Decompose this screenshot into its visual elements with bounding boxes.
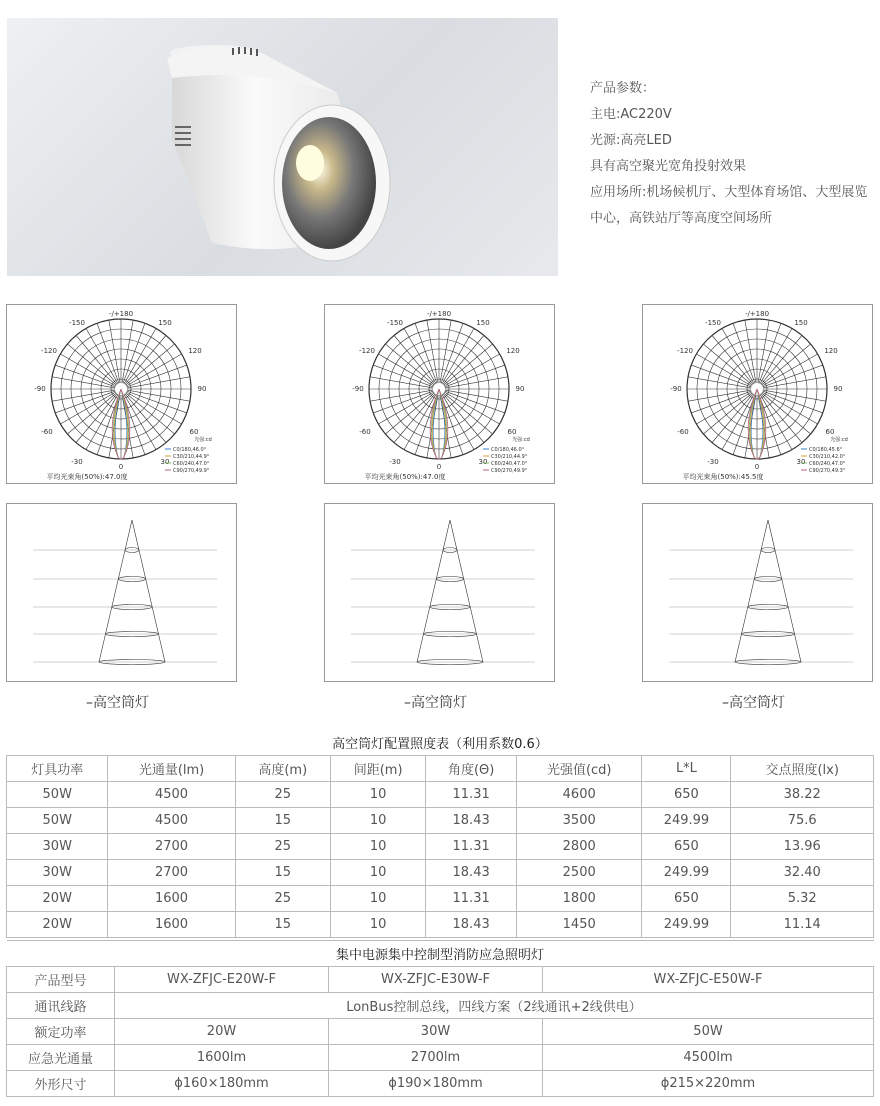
angle-label: -/+180: [744, 310, 770, 318]
table-cell: 18.43: [426, 808, 517, 834]
table-cell: 2700: [108, 834, 235, 860]
cell: 50W: [543, 1019, 874, 1045]
polar-diagram-1: [6, 304, 237, 484]
average-beam-angle: 平均光束角(50%):47.0度: [364, 473, 446, 481]
table-cell: 2500: [516, 860, 641, 886]
polar-grid-spoke: [762, 344, 811, 385]
table-cell: 650: [642, 782, 731, 808]
angle-label: 120: [824, 347, 838, 355]
polar-diagram-3: [642, 304, 873, 484]
legend-unit: 光强:cd: [194, 437, 212, 443]
specs-power: 主电:AC220V: [590, 107, 672, 122]
col-header: 交点照度(lx): [731, 756, 874, 782]
polar-grid-spoke: [394, 335, 435, 384]
average-beam-angle: 平均光束角(50%):45.5度: [682, 473, 764, 481]
polar-grid-spoke: [76, 394, 117, 443]
angle-label: -60: [41, 428, 53, 436]
cone-diagram-1: [6, 503, 237, 682]
angle-label: 30: [478, 458, 488, 466]
illuminance-table: [6, 730, 874, 938]
table-cell: 650: [642, 886, 731, 912]
polar-grid-spoke: [125, 394, 166, 443]
table-cell: 11.31: [426, 782, 517, 808]
polar-grid-spoke: [712, 394, 753, 443]
legend-entry: C60/240,47.0°: [809, 461, 846, 467]
table-row: [7, 834, 874, 860]
row-label: 通讯线路: [7, 993, 115, 1019]
row-label: 产品型号: [7, 967, 115, 993]
illuminance-table-title: 高空筒灯配置照度表（利用系数0.6）: [7, 730, 874, 756]
angle-label: 0: [754, 463, 760, 471]
table-row: [7, 912, 874, 938]
polar-grid-spoke: [443, 394, 484, 443]
col-header: 高度(m): [235, 756, 330, 782]
legend-entry: C90/270,49.3°: [809, 468, 846, 474]
table-cell: 30W: [7, 860, 108, 886]
angle-label: -120: [677, 347, 693, 355]
table-cell: 38.22: [731, 782, 874, 808]
caption-1: –高空筒灯: [86, 695, 149, 711]
table-cell: 1600: [108, 886, 235, 912]
table-cell: 10: [330, 912, 425, 938]
cell: 2700lm: [329, 1045, 543, 1071]
table-cell: 249.99: [642, 808, 731, 834]
legend-entry: C90/270,49.9°: [491, 468, 528, 474]
polar-grid-spoke: [385, 393, 434, 434]
angle-label: -120: [359, 347, 375, 355]
angle-label: 0: [436, 463, 442, 471]
angle-label: 120: [506, 347, 520, 355]
table-cell: 2700: [108, 860, 235, 886]
beam-cone-outline: [99, 520, 165, 662]
emergency-table-title: 集中电源集中控制型消防应急照明灯: [7, 941, 874, 967]
table-row: [7, 808, 874, 834]
table-cell: 1800: [516, 886, 641, 912]
downlight-image: [7, 18, 558, 276]
table-cell: 75.6: [731, 808, 874, 834]
angle-label: -30: [389, 458, 401, 466]
legend-entry: C30/210,42.0°: [809, 454, 846, 460]
cell: LonBus控制总线，四线方案（2线通讯+2线供电）: [115, 993, 874, 1019]
table-cell: 249.99: [642, 912, 731, 938]
polar-grid-spoke: [394, 394, 435, 443]
table-cell: 15: [235, 860, 330, 886]
angle-label: -150: [387, 319, 403, 327]
polar-grid-spoke: [76, 335, 117, 384]
caption-2: –高空筒灯: [404, 695, 467, 711]
table-cell: 4500: [108, 808, 235, 834]
legend-entry: C90/270,49.9°: [173, 468, 210, 474]
angle-label: -/+180: [426, 310, 452, 318]
cell: ϕ190×180mm: [329, 1071, 543, 1097]
col-header: L*L: [642, 756, 731, 782]
polar-grid-spoke: [761, 394, 802, 443]
illuminance-table-body: [7, 782, 874, 938]
specs-application: 应用场所:机场候机厅、大型体育场馆、大型展览中心，高铁站厅等高度空间场所: [590, 185, 868, 226]
emergency-light-table: [6, 940, 874, 1097]
product-photo: [7, 18, 558, 276]
polar-grid-spoke: [761, 335, 802, 384]
table-cell: 10: [330, 808, 425, 834]
table-cell: 10: [330, 834, 425, 860]
angle-label: -/+180: [108, 310, 134, 318]
table-cell: 50W: [7, 782, 108, 808]
table-cell: 1600: [108, 912, 235, 938]
beam-cone-outline: [735, 520, 801, 662]
table-row: [7, 886, 874, 912]
table-cell: 10: [330, 782, 425, 808]
cone-diagram-2: [324, 503, 555, 682]
table-cell: 32.40: [731, 860, 874, 886]
col-header: 角度(Θ): [426, 756, 517, 782]
angle-label: 90: [197, 385, 207, 393]
angle-label: -30: [707, 458, 719, 466]
polar-grid-spoke: [385, 344, 434, 385]
table-cell: 11.31: [426, 834, 517, 860]
table-cell: 4600: [516, 782, 641, 808]
table-row: [7, 993, 874, 1019]
angle-label: -90: [34, 385, 46, 393]
table-cell: 25: [235, 834, 330, 860]
polar-grid-spoke: [443, 335, 484, 384]
legend-entry: C60/240,47.0°: [173, 461, 210, 467]
angle-label: 120: [188, 347, 202, 355]
angle-label: -120: [41, 347, 57, 355]
angle-label: -90: [352, 385, 364, 393]
table-cell: 4500: [108, 782, 235, 808]
polar-grid-spoke: [712, 335, 753, 384]
table-cell: 650: [642, 834, 731, 860]
table-cell: 2800: [516, 834, 641, 860]
cell: WX-ZFJC-E30W-F: [329, 967, 543, 993]
table-cell: 25: [235, 886, 330, 912]
legend-unit: 光强:cd: [830, 437, 848, 443]
average-beam-angle: 平均光束角(50%):47.0度: [46, 473, 128, 481]
row-label: 额定功率: [7, 1019, 115, 1045]
illuminance-header-row: [7, 756, 874, 782]
legend-entry: C60/240,47.0°: [491, 461, 528, 467]
cell: ϕ215×220mm: [543, 1071, 874, 1097]
angle-label: 60: [507, 428, 517, 436]
specs-light-source: 光源:高亮LED: [590, 133, 672, 148]
legend-entry: C30/210,44.9°: [173, 454, 210, 460]
table-row: [7, 860, 874, 886]
angle-label: -150: [705, 319, 721, 327]
polar-grid-spoke: [126, 393, 175, 434]
table-cell: 18.43: [426, 912, 517, 938]
cell: WX-ZFJC-E20W-F: [115, 967, 329, 993]
table-cell: 15: [235, 808, 330, 834]
polar-grid-spoke: [67, 344, 116, 385]
angle-label: -150: [69, 319, 85, 327]
angle-label: 60: [825, 428, 835, 436]
polar-grid-spoke: [444, 344, 493, 385]
table-row: [7, 1071, 874, 1097]
polar-grid-spoke: [126, 344, 175, 385]
table-cell: 249.99: [642, 860, 731, 886]
angle-label: -90: [670, 385, 682, 393]
table-cell: 11.14: [731, 912, 874, 938]
polar-grid-spoke: [762, 393, 811, 434]
angle-label: 150: [794, 319, 808, 327]
table-cell: 18.43: [426, 860, 517, 886]
cell: WX-ZFJC-E50W-F: [543, 967, 874, 993]
table-cell: 1450: [516, 912, 641, 938]
col-header: 灯具功率: [7, 756, 108, 782]
legend-unit: 光强:cd: [512, 437, 530, 443]
specs-heading: 产品参数：: [590, 81, 656, 96]
product-specs: [590, 76, 875, 232]
angle-label: -60: [359, 428, 371, 436]
beam-cone-outline: [417, 520, 483, 662]
table-cell: 20W: [7, 912, 108, 938]
table-row: [7, 1019, 874, 1045]
table-cell: 5.32: [731, 886, 874, 912]
col-header: 光强值(cd): [516, 756, 641, 782]
angle-label: -60: [677, 428, 689, 436]
legend-entry: C0/180,46.0°: [173, 447, 207, 453]
col-header: 光通量(lm): [108, 756, 235, 782]
angle-label: -30: [71, 458, 83, 466]
table-cell: 3500: [516, 808, 641, 834]
table-cell: 50W: [7, 808, 108, 834]
table-cell: 20W: [7, 886, 108, 912]
table-row: [7, 782, 874, 808]
cell: 20W: [115, 1019, 329, 1045]
table-cell: 15: [235, 912, 330, 938]
angle-label: 30: [796, 458, 806, 466]
specs-feature: 具有高空聚光宽角投射效果: [590, 159, 747, 174]
cell: ϕ160×180mm: [115, 1071, 329, 1097]
angle-label: 30: [160, 458, 170, 466]
cell: 1600lm: [115, 1045, 329, 1071]
angle-label: 150: [476, 319, 490, 327]
legend-entry: C0/180,46.0°: [491, 447, 525, 453]
angle-label: 90: [515, 385, 525, 393]
legend-entry: C0/180,45.6°: [809, 447, 843, 453]
polar-grid-spoke: [125, 335, 166, 384]
table-cell: 10: [330, 860, 425, 886]
cell: 4500lm: [543, 1045, 874, 1071]
angle-label: 0: [118, 463, 124, 471]
table-cell: 11.31: [426, 886, 517, 912]
row-label: 应急光通量: [7, 1045, 115, 1071]
cell: 30W: [329, 1019, 543, 1045]
caption-3: –高空筒灯: [722, 695, 785, 711]
cone-diagram-3: [642, 503, 873, 682]
table-row: [7, 967, 874, 993]
polar-grid-spoke: [703, 344, 752, 385]
table-row: [7, 1045, 874, 1071]
col-header: 间距(m): [330, 756, 425, 782]
polar-grid-spoke: [444, 393, 493, 434]
table-cell: 25: [235, 782, 330, 808]
legend-entry: C30/210,44.9°: [491, 454, 528, 460]
polar-grid-spoke: [67, 393, 116, 434]
table-cell: 13.96: [731, 834, 874, 860]
table-cell: 10: [330, 886, 425, 912]
polar-diagram-2: [324, 304, 555, 484]
angle-label: 60: [189, 428, 199, 436]
angle-label: 150: [158, 319, 172, 327]
polar-grid-spoke: [703, 393, 752, 434]
angle-label: 90: [833, 385, 843, 393]
table-cell: 30W: [7, 834, 108, 860]
row-label: 外形尺寸: [7, 1071, 115, 1097]
